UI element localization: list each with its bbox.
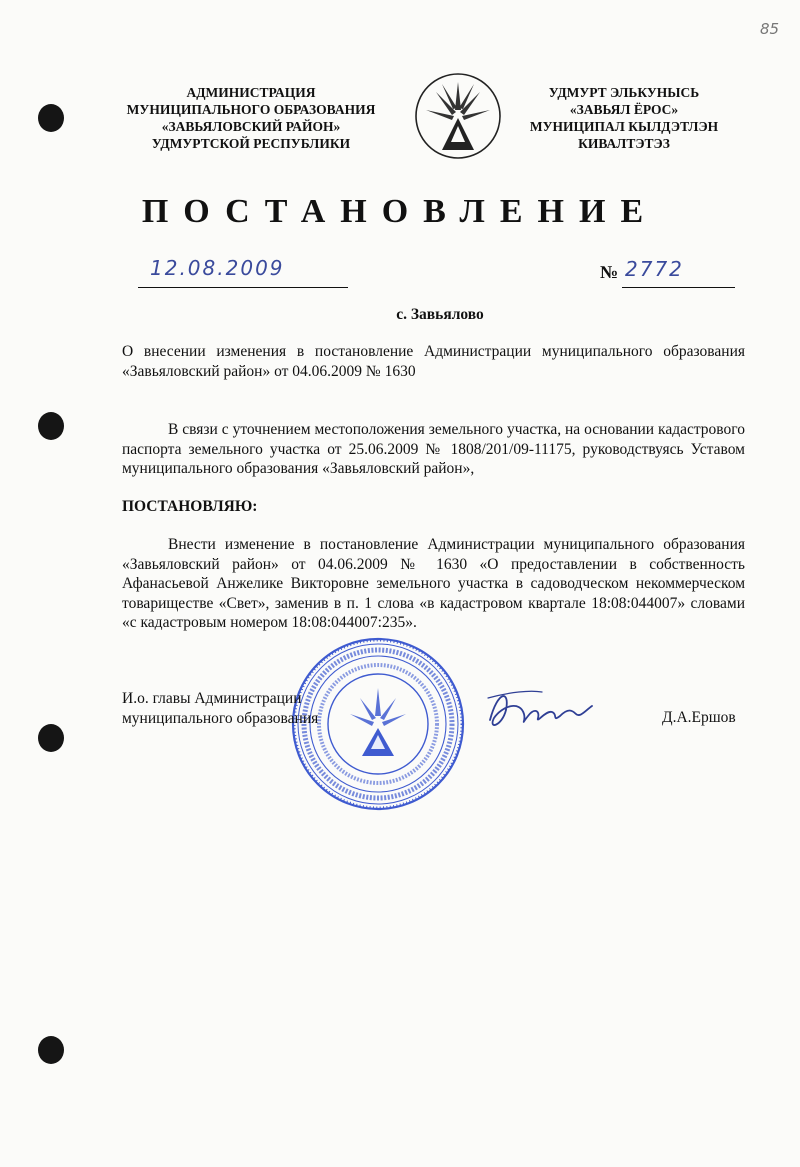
header-left-line: УДМУРТСКОЙ РЕСПУБЛИКИ bbox=[151, 136, 351, 151]
number-underline bbox=[622, 287, 735, 288]
header-right-line: КИВАЛТЭТЭЗ bbox=[578, 136, 670, 151]
signature bbox=[480, 680, 600, 740]
number-label: № bbox=[600, 262, 619, 282]
document-title: ПОСТАНОВЛЕНИЕ bbox=[141, 193, 659, 230]
punch-hole bbox=[38, 724, 64, 752]
punch-hole bbox=[38, 104, 64, 132]
document-date: 12.08.2009 bbox=[150, 256, 285, 280]
signatory-title-line: муниципального образования bbox=[122, 710, 319, 727]
document-subject: О внесении изменения в постановление Администрации муниципального образования «Завьяловский район» от 04.06.2009 № 1630 bbox=[122, 343, 745, 380]
body-text: Внести изменение в постановление Администрации муниципального образования «Завьяловский район» от 04.06.2009 № 1630 «О предоставлении в собственность Афанасьевой Анжелике Викторовне земельного участка в садоводческом некоммерческом товариществе «Свет», заменив в п. 1 слова «в кадастровом квартале 18:08:044007» словами «с кадастровым номером 18:08:044007:235». bbox=[122, 536, 745, 631]
signatory-title-line: И.о. главы Администрации bbox=[122, 690, 302, 707]
header-left-line: АДМИНИСТРАЦИЯ bbox=[186, 85, 316, 100]
page-number: 85 bbox=[760, 20, 780, 38]
preamble: В связи с уточнением местоположения земельного участка, на основании кадастрового паспорта земельного участка от 25.06.2009 № 1808/201/09-11175, руководствуясь Уставом муниципального образования «Завьяловский район», bbox=[122, 421, 745, 477]
header-left bbox=[120, 84, 382, 152]
punch-hole bbox=[38, 412, 64, 440]
header-right-line: МУНИЦИПАЛ КЫЛДЭТЛЭН bbox=[529, 119, 719, 134]
header-left-line: «ЗАВЬЯЛОВСКИЙ РАЙОН» bbox=[161, 119, 341, 134]
header-left-line: МУНИЦИПАЛЬНОГО ОБРАЗОВАНИЯ bbox=[126, 102, 376, 117]
punch-hole bbox=[38, 1036, 64, 1064]
emblem-logo bbox=[412, 70, 504, 162]
signatory-title bbox=[122, 689, 318, 729]
header-right bbox=[524, 84, 724, 152]
document-number: 2772 bbox=[625, 257, 684, 281]
resolve-heading: ПОСТАНОВЛЯЮ: bbox=[122, 498, 258, 515]
header-right-line: УДМУРТ ЭЛЬКУНЫСЬ bbox=[548, 85, 700, 100]
place: с. Завьялово bbox=[396, 306, 484, 323]
signatory-name: Д.А.Ершов bbox=[662, 709, 736, 726]
date-underline bbox=[138, 287, 348, 288]
header-right-line: «ЗАВЬЯЛ ЁРОС» bbox=[569, 102, 679, 117]
